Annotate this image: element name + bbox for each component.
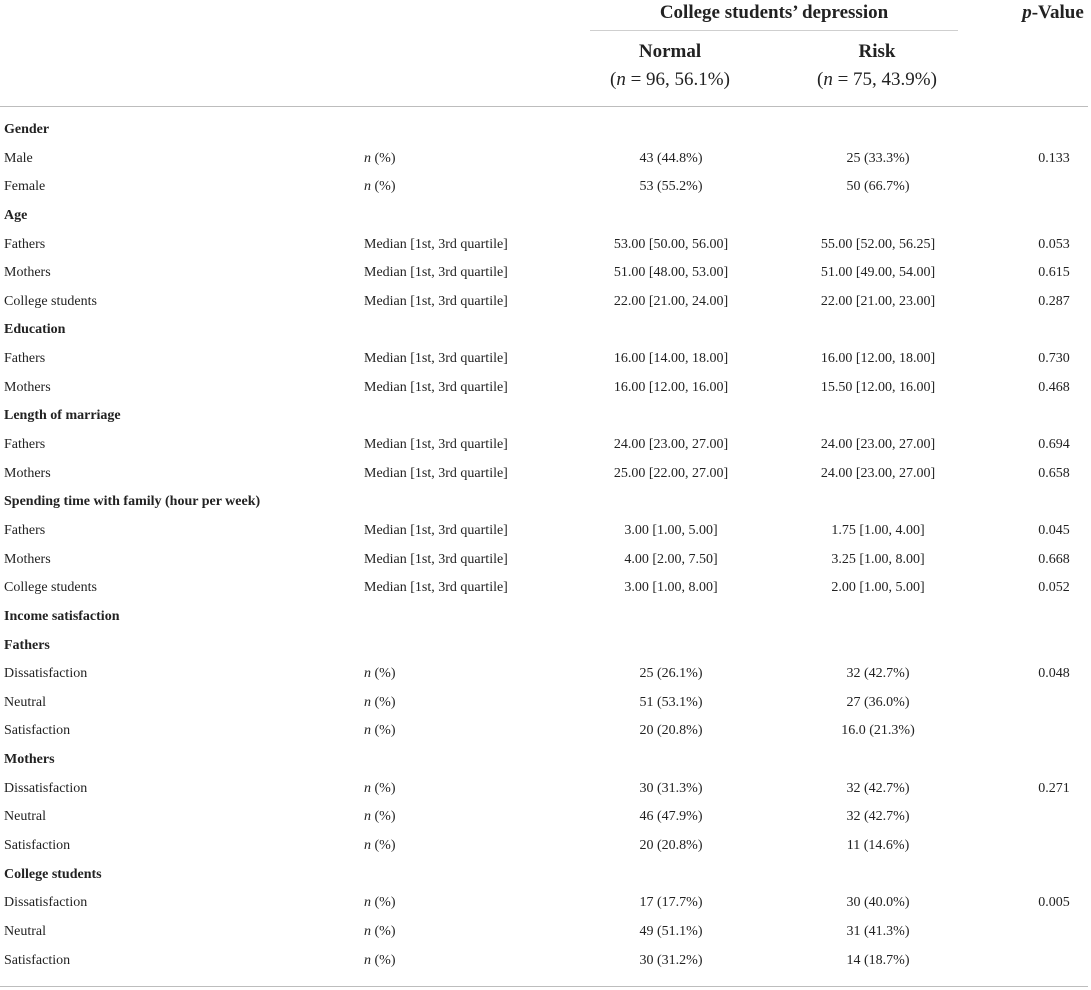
table-row bbox=[0, 918, 1091, 947]
section-label: Spending time with family (hour per week) bbox=[4, 494, 261, 510]
row-label: Fathers bbox=[4, 437, 46, 453]
normal-value-cell: 20 (20.8%) bbox=[639, 838, 703, 854]
section-label: Income satisfaction bbox=[4, 608, 120, 624]
normal-n-text: = 96, 56.1%) bbox=[625, 69, 730, 90]
table-row bbox=[0, 574, 1091, 603]
p-value-cell: 0.658 bbox=[1038, 465, 1070, 481]
statistic-cell: n (%) bbox=[364, 838, 396, 854]
table-row bbox=[0, 660, 1091, 689]
risk-value-cell: 32 (42.7%) bbox=[846, 780, 910, 796]
row-label: Neutral bbox=[4, 694, 46, 710]
statistic-cell: n (%) bbox=[364, 895, 396, 911]
column-header-p-value bbox=[1018, 2, 1088, 24]
row-label: Mothers bbox=[4, 551, 51, 567]
row-label: Fathers bbox=[4, 351, 46, 367]
statistic-cell: Median [1st, 3rd quartile] bbox=[364, 437, 508, 453]
statistic-cell: Median [1st, 3rd quartile] bbox=[364, 379, 508, 395]
risk-value-cell: 55.00 [52.00, 56.25] bbox=[820, 236, 936, 252]
p-value-cell: 0.694 bbox=[1038, 437, 1070, 453]
table-row bbox=[0, 345, 1091, 374]
p-value-cell: 0.052 bbox=[1038, 580, 1070, 596]
n-symbol: n bbox=[364, 694, 371, 710]
statistic-cell: n (%) bbox=[364, 780, 396, 796]
row-label: Fathers bbox=[4, 236, 46, 252]
row-label: Satisfaction bbox=[4, 723, 71, 739]
n-symbol: n bbox=[364, 150, 371, 166]
row-label: Dissatisfaction bbox=[4, 780, 88, 796]
row-label: Satisfaction bbox=[4, 952, 71, 968]
p-value-cell: 0.133 bbox=[1038, 150, 1070, 166]
n-symbol: n bbox=[364, 923, 371, 939]
statistic-cell: Median [1st, 3rd quartile] bbox=[364, 351, 508, 367]
normal-value-cell: 25 (26.1%) bbox=[639, 666, 703, 682]
n-symbol: n bbox=[364, 723, 371, 739]
normal-value-cell: 53 (55.2%) bbox=[639, 179, 703, 195]
normal-value-cell: 25.00 [22.00, 27.00] bbox=[613, 465, 729, 481]
section-label: College students bbox=[4, 866, 102, 882]
section-header-row bbox=[0, 316, 1091, 345]
risk-value-cell: 16.0 (21.3%) bbox=[841, 723, 915, 739]
normal-value-cell: 51 (53.1%) bbox=[639, 694, 703, 710]
table-row bbox=[0, 259, 1091, 288]
p-value-cell: 0.005 bbox=[1038, 895, 1070, 911]
section-label: Length of marriage bbox=[4, 408, 121, 424]
normal-value-cell: 3.00 [1.00, 8.00] bbox=[624, 580, 718, 596]
table-row bbox=[0, 145, 1091, 174]
normal-label: Normal bbox=[638, 41, 702, 62]
risk-value-cell: 16.00 [12.00, 18.00] bbox=[820, 351, 936, 367]
p-value-cell: 0.615 bbox=[1038, 265, 1070, 281]
section-label: Gender bbox=[4, 122, 50, 137]
normal-value-cell: 16.00 [14.00, 18.00] bbox=[613, 351, 729, 367]
n-symbol: n bbox=[364, 895, 371, 911]
group-header-rule bbox=[590, 30, 958, 31]
risk-value-cell: 25 (33.3%) bbox=[846, 150, 910, 166]
risk-value-cell: 27 (36.0%) bbox=[846, 694, 910, 710]
normal-value-cell: 20 (20.8%) bbox=[639, 723, 703, 739]
section-header-row bbox=[0, 632, 1091, 661]
row-label: Mothers bbox=[4, 265, 51, 281]
statistic-cell: n (%) bbox=[364, 723, 396, 739]
section-label: Fathers bbox=[4, 637, 50, 653]
statistic-cell: n (%) bbox=[364, 179, 396, 195]
risk-value-cell: 22.00 [21.00, 23.00] bbox=[820, 293, 936, 309]
section-label: Age bbox=[4, 207, 28, 223]
table-row bbox=[0, 546, 1091, 575]
table-body bbox=[0, 116, 1091, 975]
risk-value-cell: 3.25 [1.00, 8.00] bbox=[831, 551, 925, 567]
statistic-cell: n (%) bbox=[364, 923, 396, 939]
table-row bbox=[0, 460, 1091, 489]
table-row bbox=[0, 288, 1091, 317]
section-header-row bbox=[0, 202, 1091, 231]
risk-value-cell: 24.00 [23.00, 27.00] bbox=[820, 437, 936, 453]
statistic-cell: Median [1st, 3rd quartile] bbox=[364, 551, 508, 567]
table-row bbox=[0, 517, 1091, 546]
statistic-cell: n (%) bbox=[364, 666, 396, 682]
p-value-cell: 0.271 bbox=[1038, 780, 1070, 796]
p-value-cell: 0.045 bbox=[1038, 522, 1070, 538]
normal-value-cell: 51.00 [48.00, 53.00] bbox=[613, 265, 729, 281]
normal-count: (n = 96, 56.1%) bbox=[610, 69, 730, 90]
normal-value-cell: 4.00 [2.00, 7.50] bbox=[624, 551, 718, 567]
table-bottom-rule bbox=[0, 986, 1088, 987]
risk-value-cell: 32 (42.7%) bbox=[846, 809, 910, 825]
section-header-row bbox=[0, 402, 1091, 431]
normal-value-cell: 30 (31.3%) bbox=[639, 780, 703, 796]
row-label: Male bbox=[4, 150, 33, 166]
header-divider bbox=[0, 106, 1088, 107]
row-label: Fathers bbox=[4, 522, 46, 538]
section-header-row bbox=[0, 116, 1091, 145]
p-value-symbol: p bbox=[1022, 2, 1032, 23]
p-value-cell: 0.730 bbox=[1038, 351, 1070, 367]
row-label: Mothers bbox=[4, 465, 51, 481]
row-label: Neutral bbox=[4, 809, 46, 825]
statistic-cell: Median [1st, 3rd quartile] bbox=[364, 522, 508, 538]
risk-value-cell: 24.00 [23.00, 27.00] bbox=[820, 465, 936, 481]
statistic-cell: Median [1st, 3rd quartile] bbox=[364, 265, 508, 281]
risk-value-cell: 51.00 [49.00, 54.00] bbox=[820, 265, 936, 281]
table-row bbox=[0, 431, 1091, 460]
normal-value-cell: 22.00 [21.00, 24.00] bbox=[613, 293, 729, 309]
table-row bbox=[0, 889, 1091, 918]
risk-value-cell: 2.00 [1.00, 5.00] bbox=[831, 580, 925, 596]
table-row bbox=[0, 775, 1091, 804]
risk-value-cell: 31 (41.3%) bbox=[846, 923, 910, 939]
statistic-cell: n (%) bbox=[364, 150, 396, 166]
p-value-cell: 0.668 bbox=[1038, 551, 1070, 567]
section-header-row bbox=[0, 746, 1091, 775]
risk-n-symbol: n bbox=[823, 69, 833, 90]
section-label: Education bbox=[4, 322, 66, 338]
p-value-suffix: -Value bbox=[1031, 2, 1084, 23]
row-label: Mothers bbox=[4, 379, 51, 395]
statistic-cell: n (%) bbox=[364, 694, 396, 710]
n-symbol: n bbox=[364, 952, 371, 968]
p-value-cell: 0.048 bbox=[1038, 666, 1070, 682]
statistic-cell: Median [1st, 3rd quartile] bbox=[364, 293, 508, 309]
table-row bbox=[0, 231, 1091, 260]
risk-value-cell: 1.75 [1.00, 4.00] bbox=[831, 522, 925, 538]
normal-value-cell: 24.00 [23.00, 27.00] bbox=[613, 437, 729, 453]
statistic-cell: Median [1st, 3rd quartile] bbox=[364, 580, 508, 596]
p-value-cell: 0.053 bbox=[1038, 236, 1070, 252]
normal-value-cell: 16.00 [12.00, 16.00] bbox=[613, 379, 729, 395]
row-label: College students bbox=[4, 293, 97, 309]
group-header-depression: College students’ depression bbox=[659, 2, 889, 23]
table-row bbox=[0, 173, 1091, 202]
section-header-row bbox=[0, 603, 1091, 632]
risk-label: Risk bbox=[858, 41, 896, 62]
section-header-row bbox=[0, 861, 1091, 890]
column-header-normal bbox=[580, 38, 760, 94]
risk-value-cell: 50 (66.7%) bbox=[846, 179, 910, 195]
n-symbol: n bbox=[364, 809, 371, 825]
risk-n-text: = 75, 43.9%) bbox=[832, 69, 937, 90]
table-row bbox=[0, 717, 1091, 746]
normal-value-cell: 43 (44.8%) bbox=[639, 150, 703, 166]
table-row bbox=[0, 947, 1091, 976]
statistic-cell: n (%) bbox=[364, 809, 396, 825]
normal-n-symbol: n bbox=[616, 69, 626, 90]
table-header bbox=[0, 0, 1091, 107]
row-label: Neutral bbox=[4, 923, 46, 939]
row-label: Dissatisfaction bbox=[4, 666, 88, 682]
statistic-cell: n (%) bbox=[364, 952, 396, 968]
table-row bbox=[0, 689, 1091, 718]
risk-count: (n = 75, 43.9%) bbox=[817, 69, 937, 90]
normal-value-cell: 49 (51.1%) bbox=[639, 923, 703, 939]
n-symbol: n bbox=[364, 838, 371, 854]
statistic-cell: Median [1st, 3rd quartile] bbox=[364, 465, 508, 481]
n-symbol: n bbox=[364, 666, 371, 682]
table-row bbox=[0, 803, 1091, 832]
normal-value-cell: 3.00 [1.00, 5.00] bbox=[624, 522, 718, 538]
row-label: Satisfaction bbox=[4, 838, 71, 854]
normal-value-cell: 17 (17.7%) bbox=[639, 895, 703, 911]
statistic-cell: Median [1st, 3rd quartile] bbox=[364, 236, 508, 252]
table-row bbox=[0, 374, 1091, 403]
p-value-cell: 0.287 bbox=[1038, 293, 1070, 309]
risk-value-cell: 11 (14.6%) bbox=[846, 838, 910, 854]
risk-value-cell: 14 (18.7%) bbox=[846, 952, 910, 968]
row-label: Female bbox=[4, 179, 46, 195]
row-label: Dissatisfaction bbox=[4, 895, 88, 911]
section-label: Mothers bbox=[4, 752, 55, 768]
n-symbol: n bbox=[364, 780, 371, 796]
risk-value-cell: 30 (40.0%) bbox=[846, 895, 910, 911]
section-header-row bbox=[0, 488, 1091, 517]
risk-value-cell: 32 (42.7%) bbox=[846, 666, 910, 682]
risk-value-cell: 15.50 [12.00, 16.00] bbox=[820, 379, 936, 395]
column-header-risk bbox=[787, 38, 967, 94]
n-symbol: n bbox=[364, 179, 371, 195]
table-row bbox=[0, 832, 1091, 861]
p-value-cell: 0.468 bbox=[1038, 379, 1070, 395]
normal-value-cell: 46 (47.9%) bbox=[639, 809, 703, 825]
row-label: College students bbox=[4, 580, 97, 596]
normal-value-cell: 30 (31.2%) bbox=[639, 952, 703, 968]
normal-value-cell: 53.00 [50.00, 56.00] bbox=[613, 236, 729, 252]
